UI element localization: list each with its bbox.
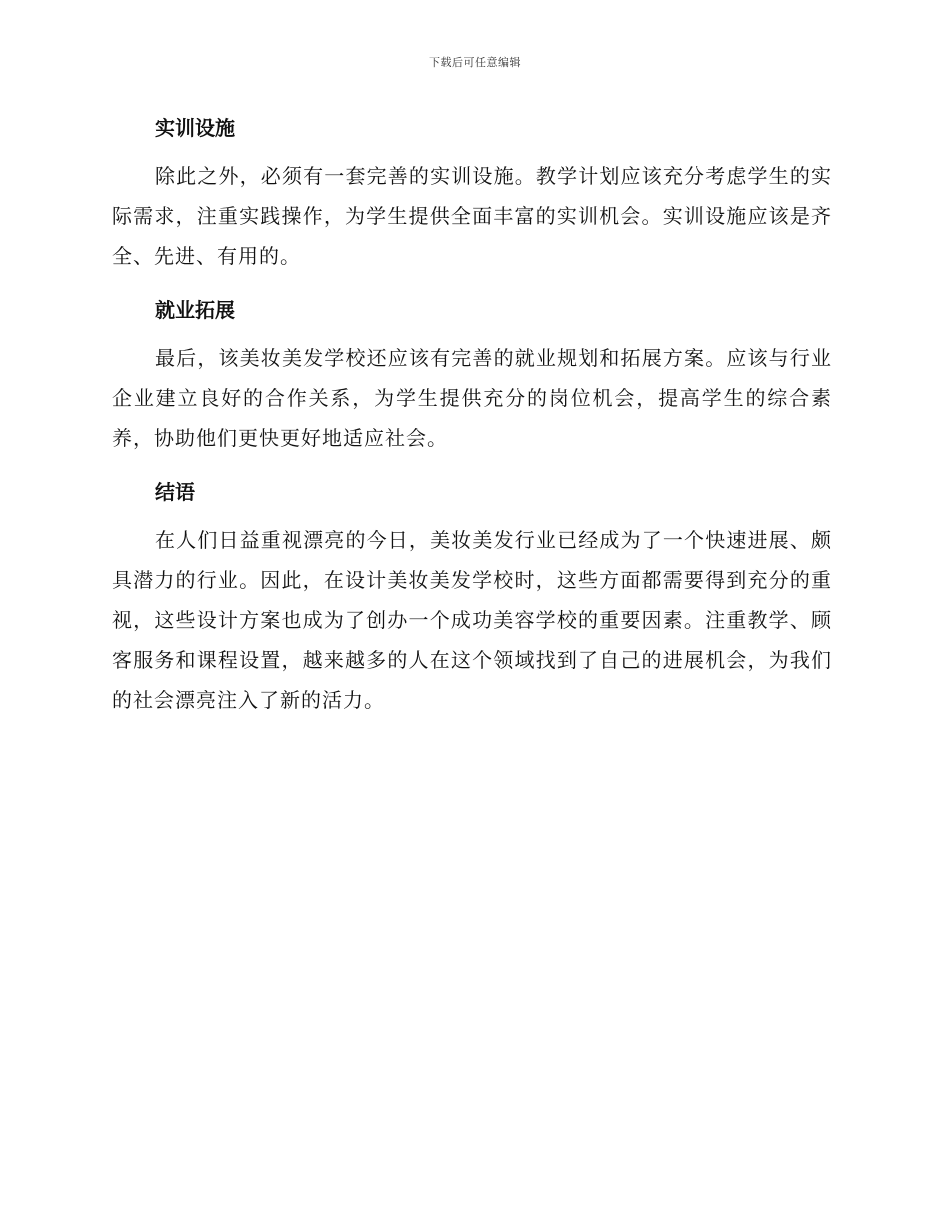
section-employment-expansion	[112, 290, 832, 458]
document-body	[112, 108, 832, 734]
section-training-facilities	[112, 108, 832, 276]
section-heading: 结语	[155, 480, 195, 504]
header-note: 下载后可任意编辑	[429, 56, 521, 69]
section-conclusion	[112, 472, 832, 720]
section-paragraph: 最后，该美妆美发学校还应该有完善的就业规划和拓展方案。应该与行业企业建立良好的合作关系，为学生提供充分的岗位机会，提高学生的综合素养，协助他们更快更好地适应社会。	[112, 346, 832, 450]
section-paragraph: 在人们日益重视漂亮的今日，美妆美发行业已经成为了一个快速进展、颇具潜力的行业。因此，在设计美妆美发学校时，这些方面都需要得到充分的重视，这些设计方案也成为了创办一个成功美容学校的重要因素。注重教学、顾客服务和课程设置，越来越多的人在这个领域找到了自己的进展机会，为我们的社会漂亮注入了新的活力。	[112, 528, 832, 712]
section-heading: 就业拓展	[155, 298, 235, 322]
section-heading: 实训设施	[155, 116, 235, 140]
section-paragraph: 除此之外，必须有一套完善的实训设施。教学计划应该充分考虑学生的实际需求，注重实践操作，为学生提供全面丰富的实训机会。实训设施应该是齐全、先进、有用的。	[112, 164, 832, 268]
